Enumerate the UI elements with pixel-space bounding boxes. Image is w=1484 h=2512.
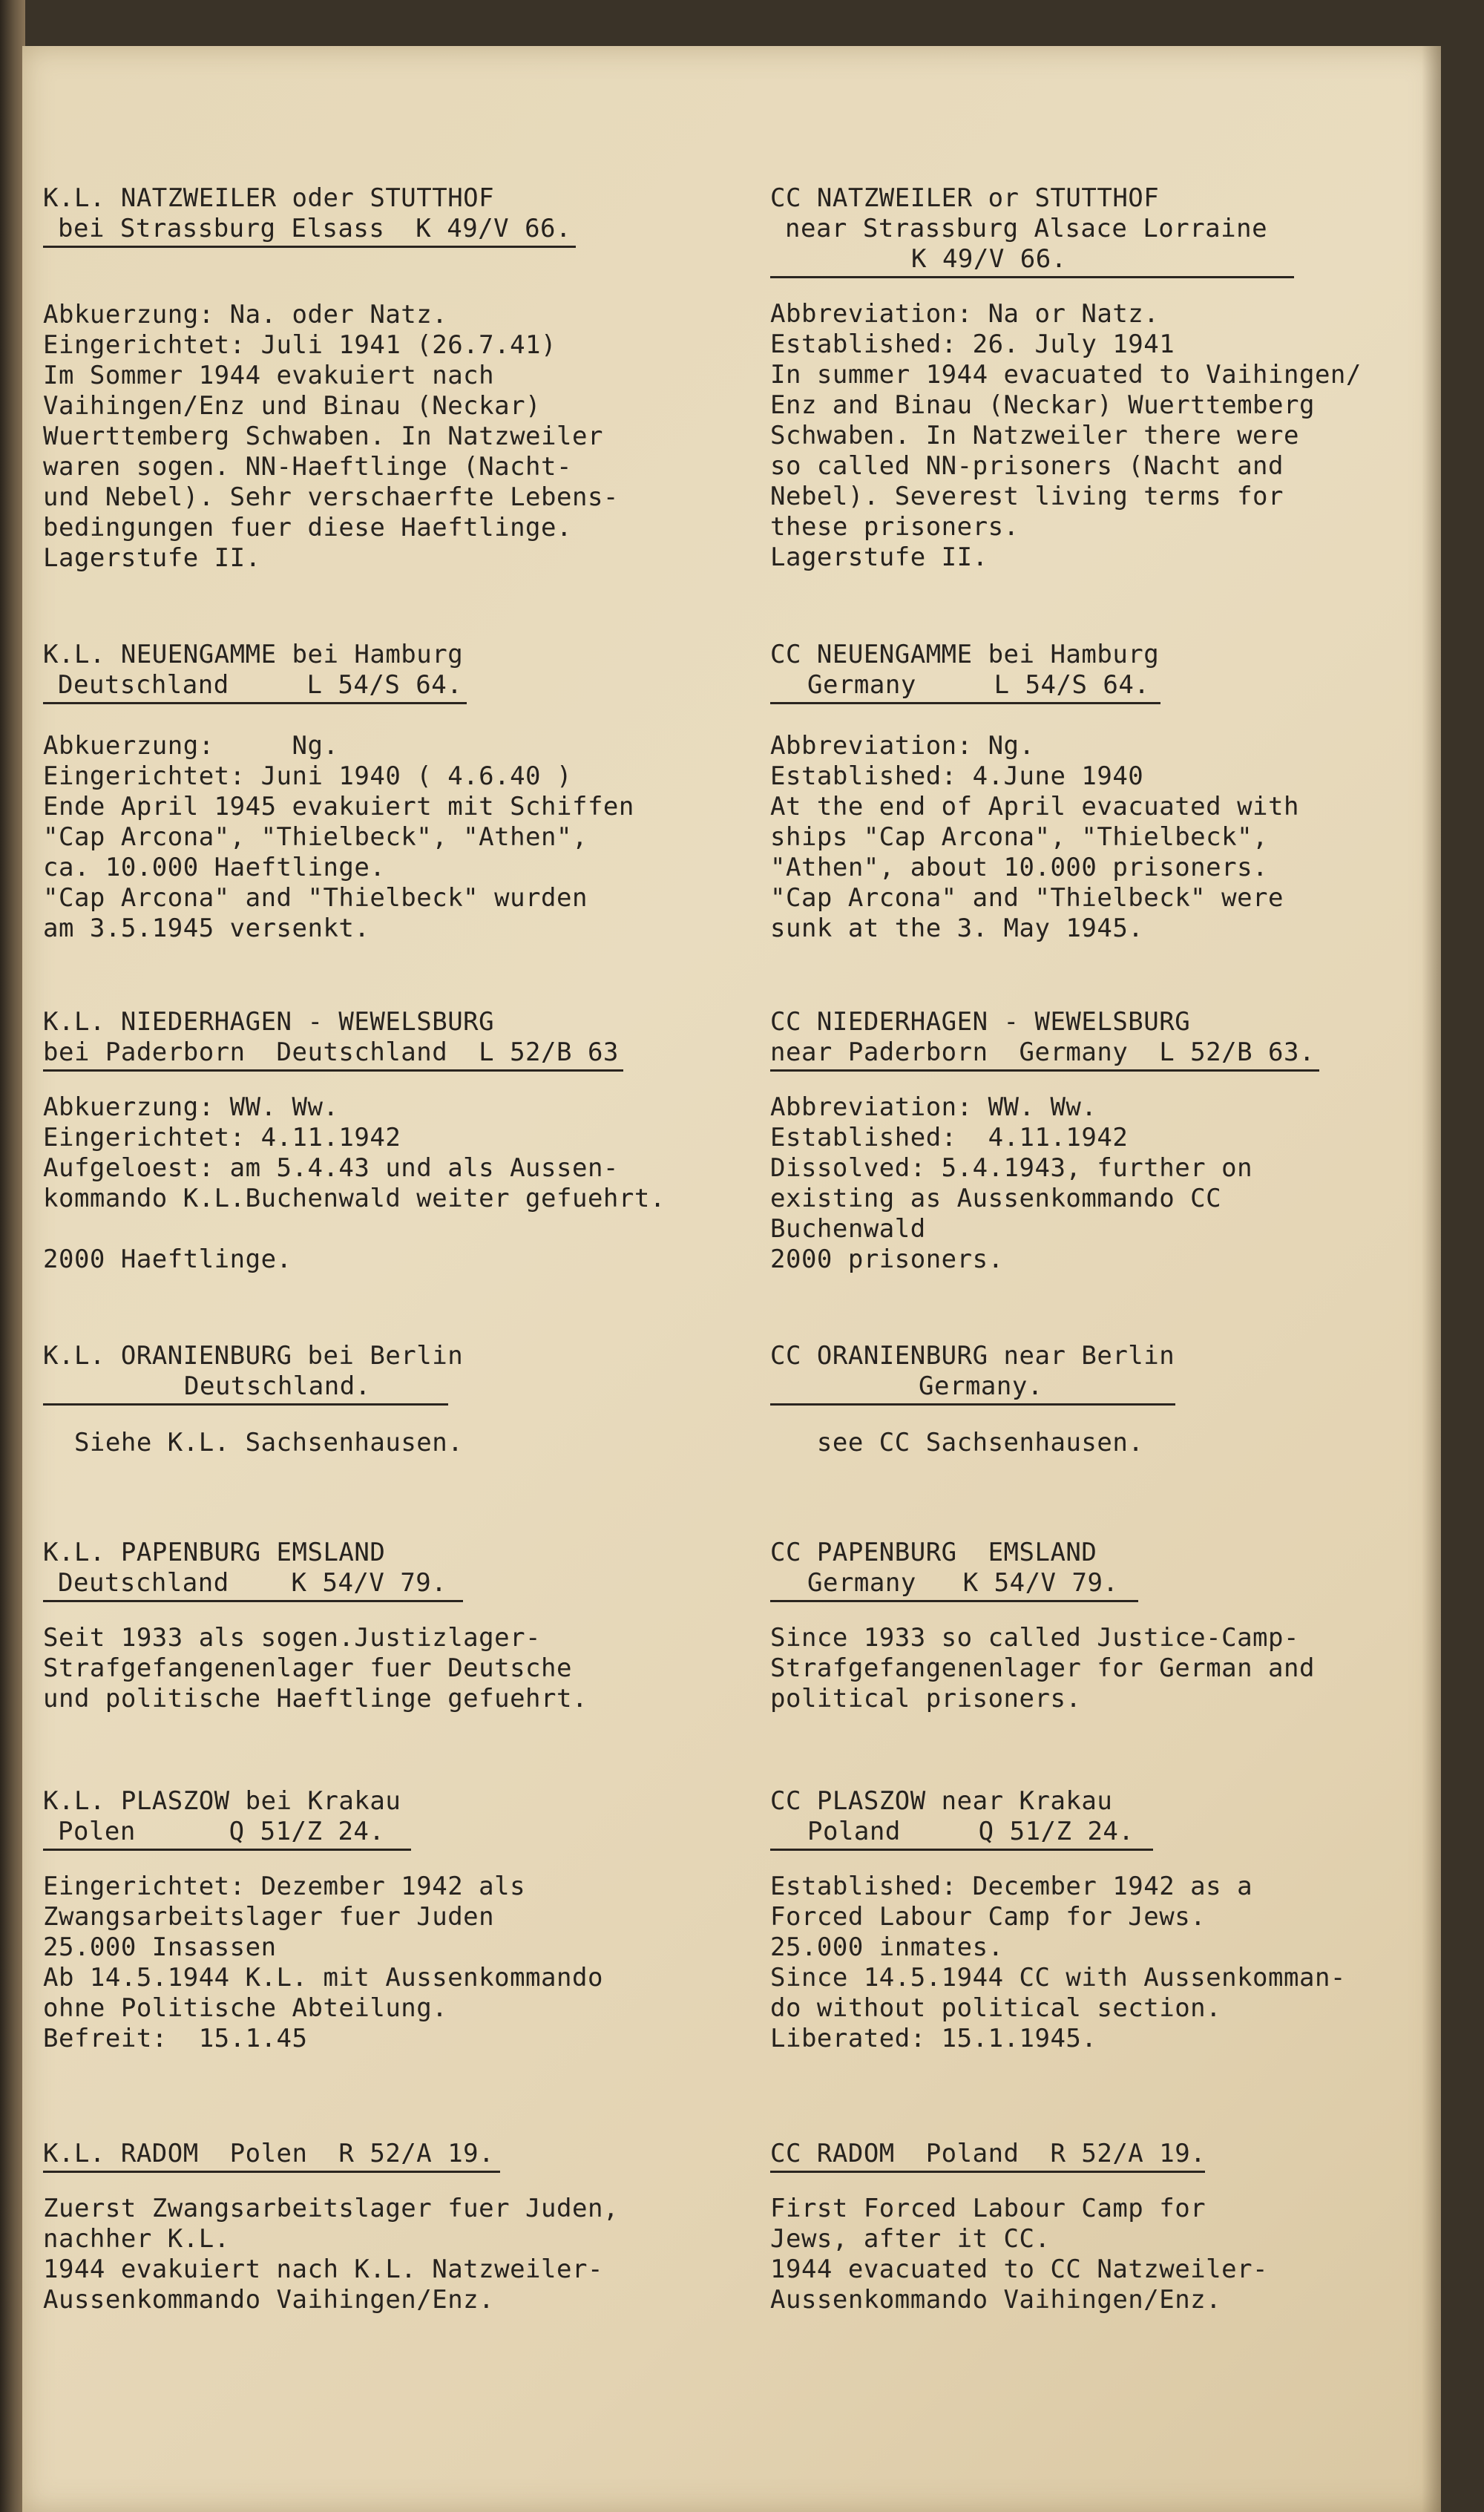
entry-body: First Forced Labour Camp for Jews, after it CC. 1944 evacuated to CC Natzweiler- Aussenkommando Vaihingen/Enz. — [770, 2194, 1269, 2315]
entry-heading — [43, 1341, 726, 1406]
heading-line: Deutschland L 54/S 64. — [43, 670, 467, 704]
entry-body: Abbreviation: Na or Natz. Established: 26. July 1941 In summer 1944 evacuated to Vaihingen/ Enz and Binau (Neckar) Wuerttemberg Schwaben. In Natzweiler there were so called NN-prisoners (Nacht and Nebel). Severest living terms for these prisoners. Lagerstufe II. — [770, 299, 1362, 572]
heading-line: Deutschland K 54/V 79. — [43, 1568, 463, 1602]
heading-line: CC RADOM Poland R 52/A 19. — [770, 2139, 1205, 2173]
entry-neuengamme-de — [43, 640, 726, 944]
entry-body: Siehe K.L. Sachsenhausen. — [43, 1428, 464, 1457]
entry-body: Abkuerzung: Ng. Eingerichtet: Juni 1940 ( 4.6.40 ) Ende April 1945 evakuiert mit Schiffen "Cap Arcona", "Thielbeck", "Athen", ca. 10.000 Haeftlinge. "Cap Arcona" and "Thielbeck" wurden am 3.5.1945 versenkt. — [43, 731, 634, 943]
entry-heading — [770, 1341, 1423, 1406]
entry-heading — [770, 1007, 1423, 1072]
heading-line: CC PLASZOW near Krakau — [770, 1786, 1113, 1816]
heading-line: near Strassburg Alsace Lorraine — [785, 214, 1268, 243]
entry-radom-de — [43, 2139, 726, 2315]
entry-body: Abbreviation: WW. Ww. Established: 4.11.1942 Dissolved: 5.4.1943, further on existing as Aussenkommando CC Buchenwald 2000 prisoners. — [770, 1092, 1253, 1274]
entry-niederhagen-en — [770, 1007, 1423, 1275]
heading-line: bei Strassburg Elsass K 49/V 66. — [43, 214, 576, 248]
heading-line: Poland Q 51/Z 24. — [770, 1817, 1153, 1851]
entry-body: Since 1933 so called Justice-Camp- Strafgefangenenlager for German and political prisoners. — [770, 1623, 1315, 1714]
entry-heading — [770, 1538, 1423, 1602]
entry-radom-en — [770, 2139, 1423, 2315]
entry-papenburg-de — [43, 1538, 726, 1714]
heading-line: near Paderborn Germany L 52/B 63. — [770, 1037, 1319, 1072]
entry-body: Established: December 1942 as a Forced Labour Camp for Jews. 25.000 inmates. Since 14.5.1944 CC with Aussenkomman- do without political section. Liberated: 15.1.1945. — [770, 1872, 1346, 2053]
entry-heading — [43, 1007, 726, 1072]
book-binding — [0, 0, 25, 2512]
heading-line: CC ORANIENBURG near Berlin — [770, 1341, 1175, 1371]
heading-line: K.L. RADOM Polen R 52/A 19. — [43, 2139, 500, 2173]
heading-line: Polen Q 51/Z 24. — [43, 1817, 411, 1851]
entry-heading — [770, 1786, 1423, 1851]
entry-neuengamme-en — [770, 640, 1423, 944]
heading-line: CC PAPENBURG EMSLAND — [770, 1538, 1097, 1567]
entry-plaszow-en — [770, 1786, 1423, 2054]
entry-oranienburg-en — [770, 1341, 1423, 1458]
entry-body: Abkuerzung: Na. oder Natz. Eingerichtet: Juli 1941 (26.7.41) Im Sommer 1944 evakuiert nach Vaihingen/Enz und Binau (Neckar) Wuerttemberg Schwaben. In Natzweiler waren sogen. NN-Haeftlinge (Nacht- und Nebel). Sehr verschaerfte Lebens- bedingungen fuer diese Haeftlinge. Lagerstufe II. — [43, 300, 619, 573]
heading-line: K.L. PAPENBURG EMSLAND — [43, 1538, 386, 1567]
heading-line: Germany. — [770, 1371, 1175, 1406]
heading-line: CC NEUENGAMME bei Hamburg — [770, 640, 1160, 669]
heading-line: Germany L 54/S 64. — [770, 670, 1160, 704]
entry-heading — [43, 640, 726, 704]
entry-heading — [43, 1786, 726, 1851]
entry-heading — [770, 640, 1423, 704]
entry-heading — [43, 1538, 726, 1602]
heading-line: K.L. PLASZOW bei Krakau — [43, 1786, 401, 1816]
entry-heading — [43, 2139, 726, 2173]
entry-body: Abkuerzung: WW. Ww. Eingerichtet: 4.11.1942 Aufgeloest: am 5.4.43 und als Aussen- kommando K.L.Buchenwald weiter gefuehrt. 2000 Haeftlinge. — [43, 1092, 666, 1274]
entry-body: Abbreviation: Ng. Established: 4.June 1940 At the end of April evacuated with ships "Cap Arcona", "Thielbeck", "Athen", about 10.000 prisoners. "Cap Arcona" and "Thielbeck" were sunk at the 3. May 1945. — [770, 731, 1299, 943]
heading-line: bei Paderborn Deutschland L 52/B 63 — [43, 1037, 623, 1072]
heading-line: K.L. NIEDERHAGEN - WEWELSBURG — [43, 1007, 495, 1037]
entry-papenburg-en — [770, 1538, 1423, 1714]
heading-line: CC NIEDERHAGEN - WEWELSBURG — [770, 1007, 1191, 1037]
heading-line: K.L. NEUENGAMME bei Hamburg — [43, 640, 464, 669]
entry-plaszow-de — [43, 1786, 726, 2054]
entry-oranienburg-de — [43, 1341, 726, 1458]
heading-line: K 49/V 66. — [770, 244, 1294, 278]
heading-line: K.L. ORANIENBURG bei Berlin — [43, 1341, 464, 1371]
entry-heading — [43, 183, 726, 248]
document-page — [22, 46, 1441, 2512]
heading-line: Germany K 54/V 79. — [770, 1568, 1138, 1602]
entry-body: Seit 1933 als sogen.Justizlager- Strafgefangenenlager fuer Deutsche und politische Haeftlinge gefuehrt. — [43, 1623, 588, 1714]
entry-body: Eingerichtet: Dezember 1942 als Zwangsarbeitslager fuer Juden 25.000 Insassen Ab 14.5.1944 K.L. mit Aussenkommando ohne Politische Abteilung. Befreit: 15.1.45 — [43, 1872, 603, 2053]
entry-natzweiler-de — [43, 183, 726, 574]
entry-heading — [770, 183, 1423, 278]
heading-line: K.L. NATZWEILER oder STUTTHOF — [43, 183, 495, 213]
heading-line: Deutschland. — [43, 1371, 448, 1406]
entry-body: Zuerst Zwangsarbeitslager fuer Juden, nachher K.L. 1944 evakuiert nach K.L. Natzweiler- Aussenkommando Vaihingen/Enz. — [43, 2194, 619, 2315]
entry-heading — [770, 2139, 1423, 2173]
entry-niederhagen-de — [43, 1007, 726, 1275]
entry-body: see CC Sachsenhausen. — [770, 1428, 1144, 1457]
entry-natzweiler-en — [770, 183, 1423, 573]
heading-line: CC NATZWEILER or STUTTHOF — [770, 183, 1160, 213]
